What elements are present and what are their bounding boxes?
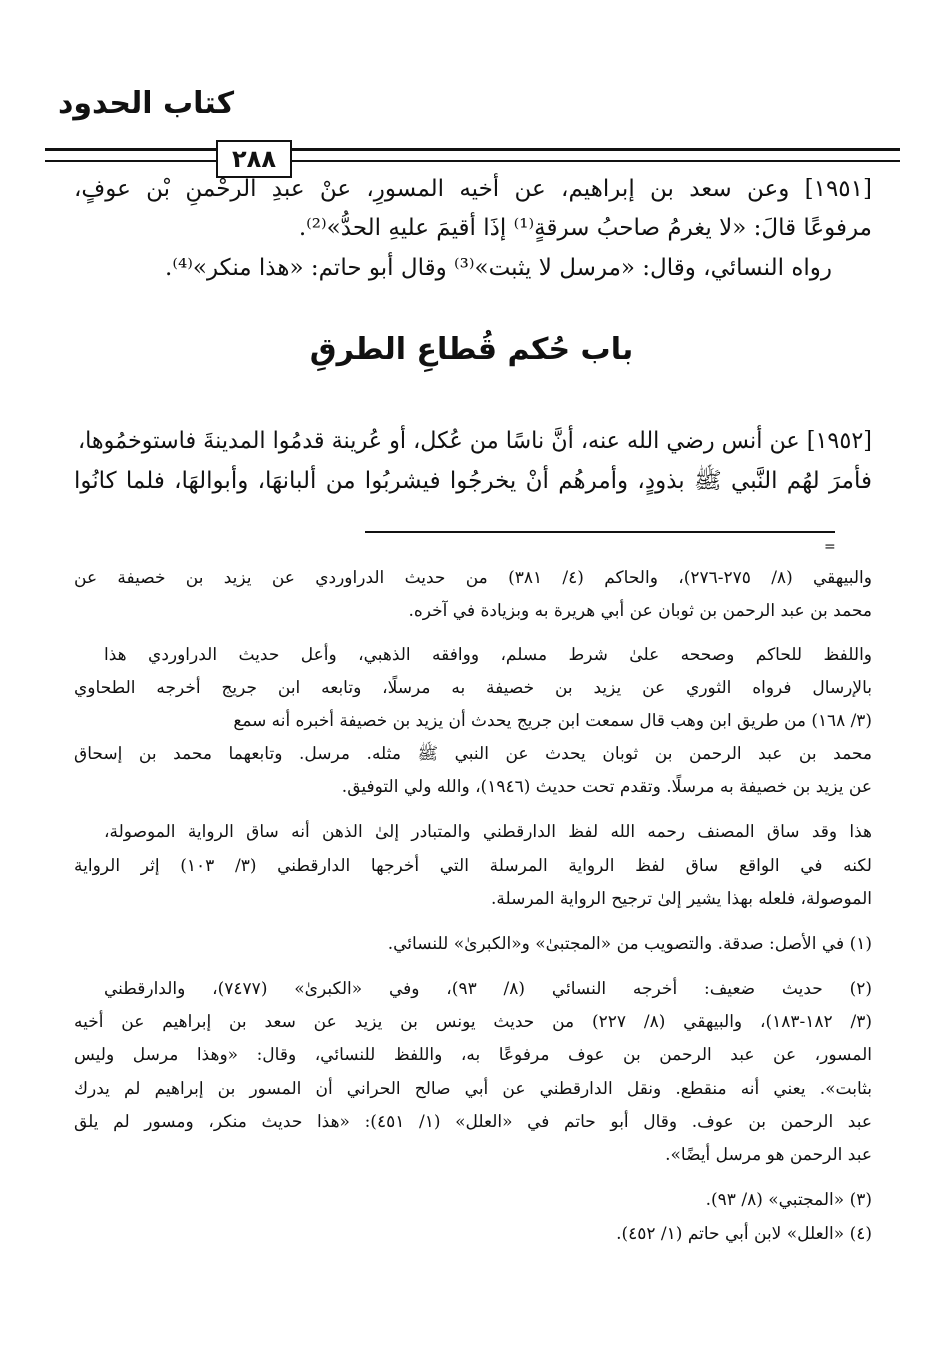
footnote-line: هذا وقد ساق المصنف رحمه الله لفظ الدارقطني والمتبادر إلىٰ الذهن أنه ساق الرواية الموصولة، xyxy=(104,822,872,842)
footnote-line: لكنه في الواقع ساق لفظ الرواية المرسلة التي أخرجها الدارقطني (٣/ ١٠٣) إثر الرواية xyxy=(74,856,872,876)
hadith-1951-line: [١٩٥١] وعن سعد بن إبراهيم، عن أخيه المسورِ، عنْ عبدِ الرحْمنِ بْن عوفٍ، xyxy=(74,176,872,202)
footnote-separator xyxy=(365,531,835,533)
footnote-line: محمد بن عبد الرحمن بن ثوبان عن أبي هريرة به وبزيادة في آخره. xyxy=(408,601,872,621)
hadith-1952-line: [١٩٥٢] عن أنس رضي الله عنه، أنَّ ناسًا من عُكل، أو عُرينة قدمُوا المدينةَ فاستوخمُوها، xyxy=(77,428,872,454)
footnote-line: عن يزيد بن خصيفة به مرسلًا. وتقدم تحت حديث (١٩٤٦)، والله ولي التوفيق. xyxy=(341,777,872,797)
footnote-line: (٤) «العلل» لابن أبي حاتم (١/ ٤٥٢). xyxy=(616,1224,872,1244)
header-rule-top xyxy=(45,148,900,151)
footnote-line: عبد الرحمن هو مرسل أيضًا». xyxy=(665,1145,872,1165)
footnote-line: عبد الرحمن بن عوف. وقال أبو حاتم في «العلل» (١/ ٤٥١): «هذا حديث منكر، ومسور لم يلق xyxy=(74,1112,872,1132)
hadith-1951-line: مرفوعًا قالَ: «لا يغرمُ صاحبُ سرقةٍ⁽¹⁾ إذَا أقيمَ عليهِ الحدُّ»⁽²⁾. xyxy=(298,215,872,241)
hadith-1951-line: رواه النسائي، وقال: «مرسل لا يثبت»⁽³⁾ وقال أبو حاتم: «هذا منكر»⁽⁴⁾. xyxy=(165,255,832,281)
footnote-line: والبيهقي (٨/ ٢٧٥-٢٧٦)، والحاكم (٤/ ٣٨١) من حديث الدراوردي عن يزيد بن خصيفة عن xyxy=(74,568,872,588)
footnote-line: المسور، عن عبد الرحمن بن عوف مرفوعًا به، واللفظ للنسائي، وقال: «وهذا مرسل وليس xyxy=(74,1045,872,1065)
footnote-line: (٣/ ١٨٢-١٨٣)، والبيهقي (٨/ ٢٢٧) من حديث يونس بن يزيد عن سعد بن إبراهيم عن أخيه xyxy=(74,1012,872,1032)
footnote-line: (٢) حديث ضعيف: أخرجه النسائي (٨/ ٩٣)، وفي «الكبرىٰ» (٧٤٧٧)، والدارقطني xyxy=(104,979,872,999)
chapter-heading: باب حُكم قُطاعِ الطرقِ xyxy=(309,332,634,367)
footnote-line: (١) في الأصل: صدقة. والتصويب من «المجتبىٰ» و«الكبرىٰ» للنسائي. xyxy=(387,934,872,954)
footnote-continuation-mark: = xyxy=(824,539,836,555)
footnote-line: محمد بن عبد الرحمن بن ثوبان يحدث عن النبي ﷺ مثله. مرسل. وتابعهما محمد بن إسحاق xyxy=(74,744,872,764)
footnote-line: (٣/ ١٦٨) من طريق ابن وهب قال سمعت ابن جريج يحدث أن يزيد بن خصيفة أخبره أنه سمع xyxy=(233,711,872,731)
hadith-1952-line: فأمرَ لهُم النَّبي ﷺ بذودٍ، وأمرهُم أنْ يخرجُوا فيشربُوا من ألبانهَا، وأبوالهَا، فلما كانُوا xyxy=(74,468,872,494)
footnote-line: واللفظ للحاكم وصححه علىٰ شرط مسلم، ووافقه الذهبي، وأعل حديث الدراوردي هذا xyxy=(104,645,872,665)
footnote-line: بثابت». يعني أنه منقطع. ونقل الدارقطني عن أبي صالح الحراني أن المسور بن إبراهيم لم يدرك xyxy=(74,1079,872,1099)
page-number: ٢٨٨ xyxy=(216,140,292,178)
running-title: كتاب الحدود xyxy=(58,86,235,121)
header-rule-bottom xyxy=(45,160,900,162)
footnote-line: بالإرسال فرواه الثوري عن يزيد بن خصيفة به مرسلًا، وتابعه ابن جريج أخرجه الطحاوي xyxy=(74,678,872,698)
footnote-line: الموصولة، فلعله بهذا يشير إلىٰ ترجيح الرواية المرسلة. xyxy=(490,889,872,909)
footnote-line: (٣) «المجتبي» (٨/ ٩٣). xyxy=(705,1190,872,1210)
